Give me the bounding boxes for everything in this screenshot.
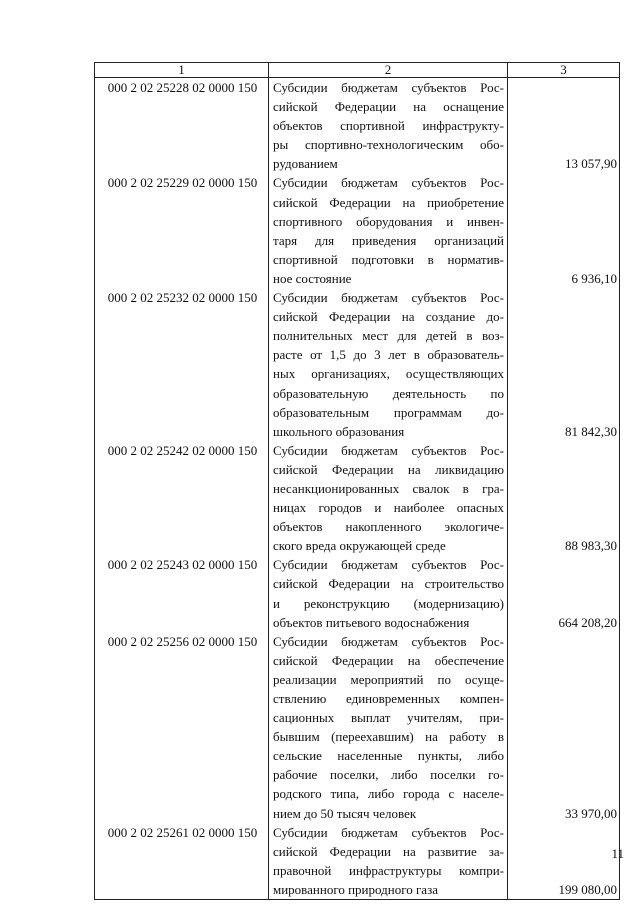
description-line: сийской Федерации на приобретение [273,194,504,210]
description-line: бывшим (переехавшим) на работу в [273,729,504,745]
description-line: реализации мероприятий по осуще- [273,671,504,687]
description-line: ры спортивно-технологическим обо- [273,137,504,153]
budget-code-cell: 000 2 02 25232 02 0000 150 [95,288,269,441]
column-header-2: 2 [269,63,508,78]
description-line: ствлению единовременных компен- [273,691,504,706]
table-row [95,288,620,441]
description-line: сационных выплат учителям, при- [273,710,504,726]
description-cell [269,173,508,288]
description-cell [269,632,508,823]
description-line: сийской Федерации на строительство [273,576,504,592]
table-header-row [95,63,620,78]
budget-code-cell: 000 2 02 25261 02 0000 150 [95,823,269,900]
amount-cell: 13 057,90 [508,78,620,174]
description-line: сийской Федерации на ликвидацию [273,461,504,477]
amount-cell: 88 983,30 [508,441,620,556]
description-line: спортивного оборудования и инвен- [273,213,504,229]
description-line: образовательным программам до- [273,404,504,420]
table-body [95,78,620,900]
description-line: несанкционированных свалок в гра- [273,480,504,496]
description-line: объектов питьевого водоснабжения [273,614,470,630]
description-line: расте от 1,5 до 3 лет в образователь- [273,347,504,363]
description-line: сийской Федерации на создание до- [273,309,504,325]
description-line: Субсидии бюджетам субъектов Рос- [273,824,504,840]
table-row [95,632,620,823]
description-line: объектов накопленного экологиче- [273,519,504,535]
description-cell [269,555,508,631]
amount-cell: 81 842,30 [508,288,620,441]
description-line: Субсидии бюджетам субъектов Рос- [273,633,504,649]
description-line: таря для приведения организаций [273,232,504,248]
budget-code-cell: 000 2 02 25228 02 0000 150 [95,78,269,174]
description-line: Субсидии бюджетам субъектов Рос- [273,175,504,191]
budget-table [94,62,620,900]
table-row [95,173,620,288]
description-line: ницах городов и наиболее опасных [273,500,504,516]
description-line: сельские населенные пункты, либо [273,748,504,764]
description-line: объектов спортивной инфраструкту- [273,118,504,134]
description-line: нием до 50 тысяч человек [273,805,417,821]
description-cell [269,288,508,441]
description-line: родского типа, либо города с населе- [273,786,504,802]
description-line: правочной инфраструктуры компри- [273,862,504,878]
description-line: рудованием [273,156,338,172]
description-line: сийской Федерации на развитие за- [273,843,504,859]
description-cell [269,78,508,174]
amount-cell: 199 080,00 [508,823,620,900]
description-line: рабочие поселки, либо поселки го- [273,767,504,783]
description-line: Субсидии бюджетам субъектов Рос- [273,557,504,573]
table-row [95,555,620,631]
description-cell [269,441,508,556]
description-line: Субсидии бюджетам субъектов Рос- [273,442,504,458]
page-number: 11 [611,846,624,861]
description-line: ное состояние [273,270,352,286]
description-line: мированного природного газа [273,881,438,897]
description-line: и реконструкцию (модернизацию) [273,595,504,611]
description-line: сийской Федерации на оснащение [273,99,504,115]
column-header-1: 1 [95,63,269,78]
description-line: Субсидии бюджетам субъектов Рос- [273,80,504,95]
amount-cell: 33 970,00 [508,632,620,823]
budget-code-cell: 000 2 02 25242 02 0000 150 [95,441,269,556]
budget-code-cell: 000 2 02 25229 02 0000 150 [95,173,269,288]
amount-cell: 664 208,20 [508,555,620,631]
description-line: ского вреда окружающей среде [273,538,446,554]
description-line: образовательную деятельность по [273,385,504,401]
description-line: Субсидии бюджетам субъектов Рос- [273,290,504,306]
description-line: спортивной подготовки в норматив- [273,251,504,267]
description-line: школьного образования [273,423,405,439]
budget-code-cell: 000 2 02 25243 02 0000 150 [95,555,269,631]
budget-code-cell: 000 2 02 25256 02 0000 150 [95,632,269,823]
description-line: ных организациях, осуществляющих [273,366,504,382]
description-cell [269,823,508,900]
amount-cell: 6 936,10 [508,173,620,288]
table-row [95,441,620,556]
description-line: сийской Федерации на обеспечение [273,652,504,668]
column-header-3: 3 [508,63,620,78]
description-line: полнительных мест для детей в воз- [273,328,504,344]
table-row [95,78,620,174]
table-row [95,823,620,900]
